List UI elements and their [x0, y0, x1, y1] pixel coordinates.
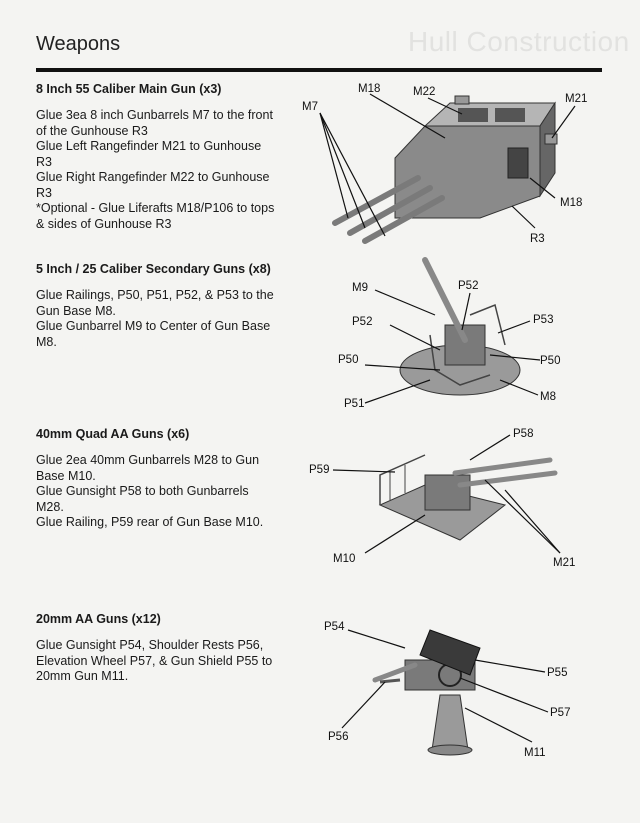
section-title: 40mm Quad AA Guns (x6): [36, 427, 190, 441]
instruction-line: Glue Left Rangefinder M21 to Gunhouse: [36, 139, 262, 153]
instruction-line: of the Gunhouse R3: [36, 123, 148, 138]
section-title: 5 Inch / 25 Caliber Secondary Guns (x8): [36, 262, 271, 276]
part-label: P52: [458, 280, 479, 292]
part-label: P56: [328, 731, 349, 743]
part-label: P58: [513, 428, 534, 440]
part-label: P53: [533, 314, 554, 326]
20mm-gun-diagram: [320, 620, 580, 760]
part-label: P50: [338, 354, 359, 366]
main-gun-diagram: [290, 78, 610, 253]
instruction-line: Glue Railing, P59 rear of Gun Base M10.: [36, 515, 264, 529]
instruction-line: & sides of Gunhouse R3: [36, 216, 172, 231]
instruction-line: Elevation Wheel P57, & Gun Shield P55 to: [36, 653, 273, 668]
part-label: M21: [553, 557, 576, 569]
part-label: M8: [540, 391, 556, 403]
section-20mm-guns: [36, 612, 286, 685]
part-label: M10: [333, 553, 356, 565]
secondary-gun-diagram: [330, 255, 580, 415]
section-title: 8 Inch 55 Caliber Main Gun (x3): [36, 82, 222, 96]
instruction-line: Glue Gunsight P54, Shoulder Rests P56,: [36, 638, 264, 652]
instruction-line: Glue Railings, P50, P51, P52, & P53 to the: [36, 288, 274, 302]
section-instructions: [36, 453, 286, 531]
instruction-line: M28.: [36, 499, 64, 514]
part-label: M21: [565, 93, 588, 105]
title-rule: [36, 68, 602, 72]
part-label: P51: [344, 398, 365, 410]
instruction-line: Glue 2ea 40mm Gunbarrels M28 to Gun: [36, 453, 260, 467]
part-label: M18: [560, 197, 583, 209]
part-label: P52: [352, 316, 373, 328]
part-label: R3: [530, 233, 545, 245]
instruction-line: R3: [36, 185, 52, 200]
part-label: M7: [302, 101, 318, 113]
quad-aa-gun-diagram: [305, 425, 595, 570]
part-label: P59: [309, 464, 330, 476]
section-main-gun: [36, 82, 286, 232]
section-secondary-guns: [36, 262, 286, 350]
section-instructions: [36, 638, 286, 685]
instruction-line: *Optional - Glue Liferafts M18/P106 to tops: [36, 201, 275, 215]
section-title: 20mm AA Guns (x12): [36, 612, 161, 626]
section-instructions: [36, 288, 286, 350]
part-label: P54: [324, 621, 345, 633]
part-label: M9: [352, 282, 368, 294]
page-title: Weapons: [36, 33, 121, 55]
part-label: M22: [413, 86, 436, 98]
part-label: M18: [358, 83, 381, 95]
bleed-through-heading: Hull Construction: [408, 26, 630, 57]
instruction-line: Glue Right Rangefinder M22 to Gunhouse: [36, 170, 270, 184]
instruction-line: Base M10.: [36, 468, 96, 483]
instruction-line: Glue Gunsight P58 to both Gunbarrels: [36, 484, 249, 498]
part-label: P55: [547, 667, 568, 679]
part-label: M11: [524, 747, 546, 759]
instruction-line: Glue 3ea 8 inch Gunbarrels M7 to the front: [36, 108, 273, 122]
part-label: P57: [550, 707, 571, 719]
part-label: P50: [540, 355, 561, 367]
instruction-line: Glue Gunbarrel M9 to Center of Gun Base: [36, 319, 271, 333]
section-instructions: [36, 108, 286, 232]
instruction-line: R3: [36, 154, 52, 169]
instruction-line: Gun Base M8.: [36, 303, 116, 318]
section-40mm-guns: [36, 427, 286, 531]
instruction-line: M8.: [36, 334, 57, 349]
instruction-line: 20mm Gun M11.: [36, 669, 129, 683]
